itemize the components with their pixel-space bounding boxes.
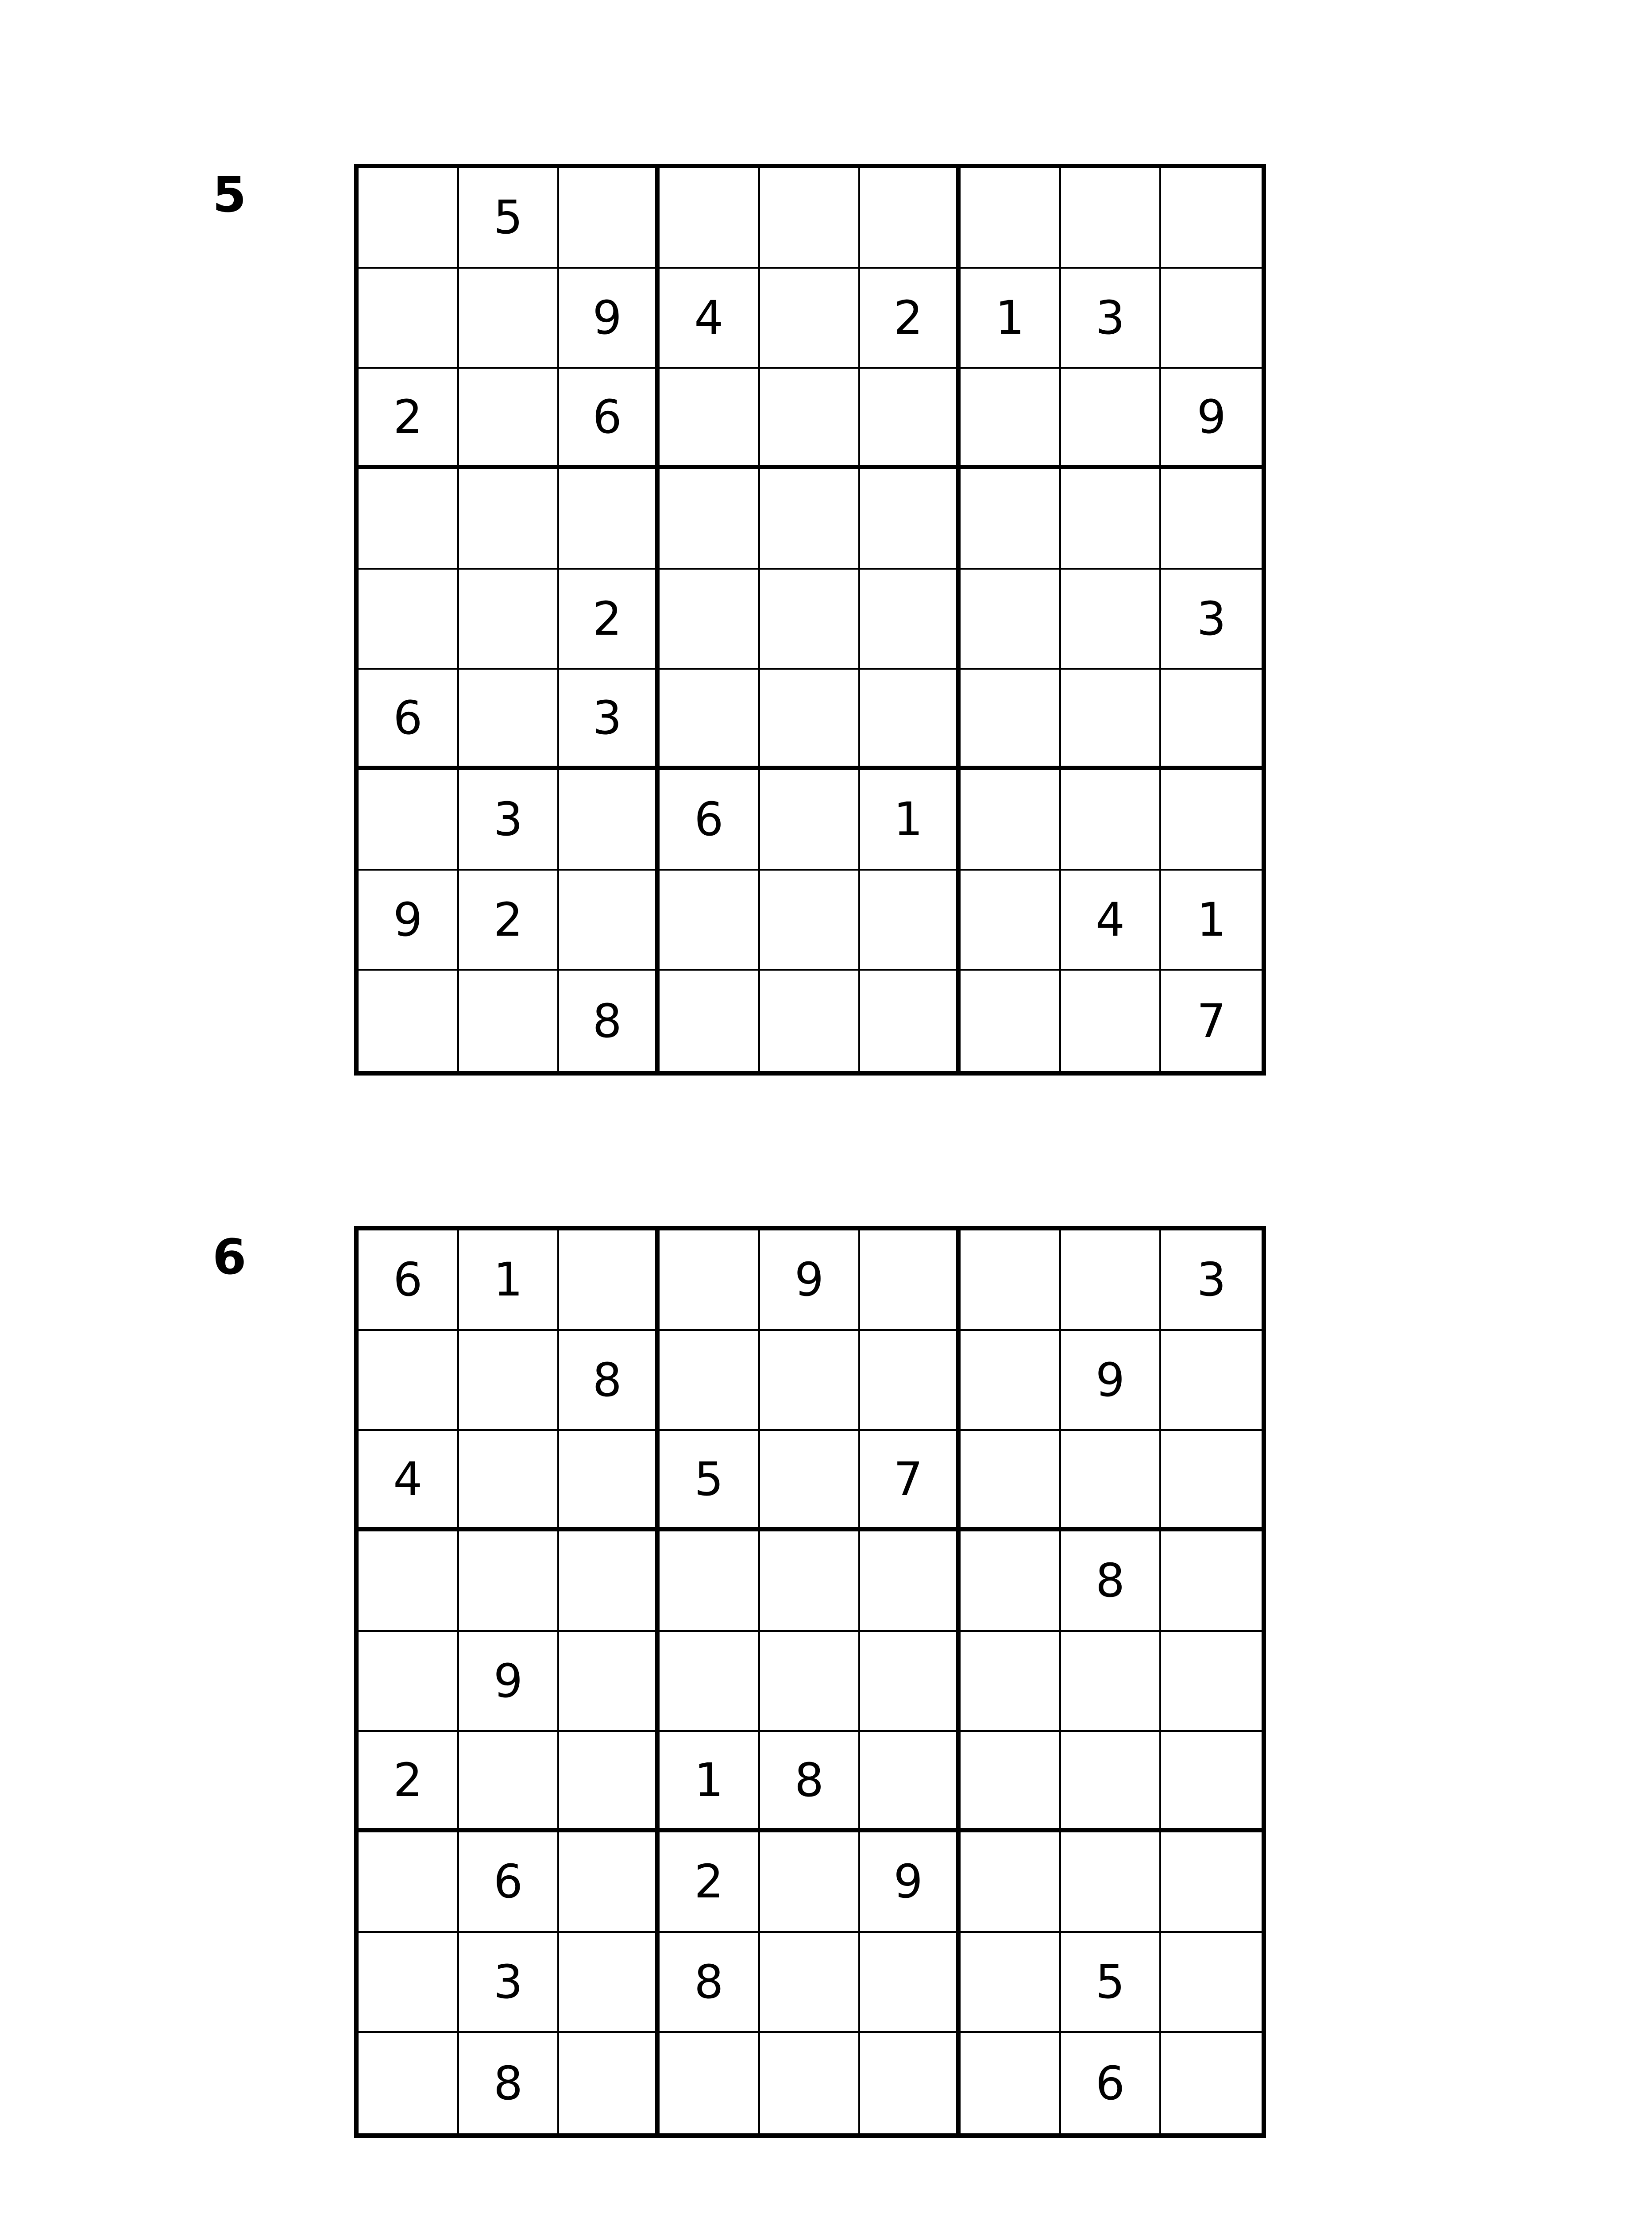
sudoku-cell[interactable]: 5 [1061, 1933, 1162, 2033]
sudoku-cell[interactable] [760, 770, 861, 871]
sudoku-cell[interactable] [1161, 168, 1262, 269]
sudoku-cell[interactable] [459, 269, 560, 369]
sudoku-cell[interactable] [559, 1230, 660, 1331]
sudoku-cell[interactable] [359, 168, 459, 269]
sudoku-cell[interactable] [1161, 1832, 1262, 1933]
sudoku-cell[interactable] [961, 1331, 1061, 1431]
sudoku-cell[interactable] [860, 369, 961, 469]
sudoku-cell[interactable] [1061, 570, 1162, 670]
sudoku-cell[interactable] [760, 269, 861, 369]
sudoku-cell[interactable] [1061, 1732, 1162, 1832]
sudoku-cell[interactable]: 8 [459, 2033, 560, 2133]
sudoku-cell[interactable] [961, 770, 1061, 871]
sudoku-cell[interactable] [1161, 2033, 1262, 2133]
sudoku-cell[interactable]: 2 [359, 369, 459, 469]
sudoku-cell[interactable] [860, 670, 961, 770]
sudoku-cell[interactable] [359, 269, 459, 369]
sudoku-cell[interactable] [961, 1230, 1061, 1331]
sudoku-cell[interactable] [760, 1331, 861, 1431]
sudoku-cell[interactable] [559, 2033, 660, 2133]
sudoku-cell[interactable] [660, 168, 760, 269]
sudoku-cell[interactable] [459, 971, 560, 1071]
sudoku-cell[interactable] [1061, 1230, 1162, 1331]
sudoku-cell[interactable]: 2 [359, 1732, 459, 1832]
sudoku-cell[interactable]: 4 [1061, 871, 1162, 971]
sudoku-grid-5 [354, 164, 1266, 1076]
sudoku-cell[interactable] [660, 670, 760, 770]
sudoku-cell[interactable] [1061, 1632, 1162, 1732]
sudoku-cell[interactable]: 6 [1061, 2033, 1162, 2133]
sudoku-cell[interactable] [359, 469, 459, 570]
sudoku-cell[interactable] [559, 1933, 660, 2033]
sudoku-cell[interactable] [1161, 1531, 1262, 1632]
sudoku-cell[interactable] [459, 469, 560, 570]
sudoku-cell[interactable]: 2 [459, 871, 560, 971]
sudoku-cell[interactable] [359, 1531, 459, 1632]
sudoku-cell[interactable]: 4 [660, 269, 760, 369]
sudoku-cell[interactable] [961, 1832, 1061, 1933]
sudoku-cell[interactable] [961, 1933, 1061, 2033]
sudoku-cell[interactable] [660, 1531, 760, 1632]
sudoku-cell[interactable] [860, 1933, 961, 2033]
sudoku-cell[interactable]: 3 [459, 1933, 560, 2033]
sudoku-cell[interactable] [860, 871, 961, 971]
sudoku-cell[interactable] [961, 570, 1061, 670]
sudoku-cell[interactable]: 5 [459, 168, 560, 269]
sudoku-cell[interactable] [860, 1732, 961, 1832]
sudoku-cell[interactable] [860, 1331, 961, 1431]
sudoku-cell[interactable]: 3 [559, 670, 660, 770]
sudoku-cell[interactable] [1061, 469, 1162, 570]
sudoku-cell[interactable] [1061, 168, 1162, 269]
sudoku-cell[interactable]: 7 [860, 1431, 961, 1531]
sudoku-cell[interactable] [459, 670, 560, 770]
sudoku-cell[interactable] [1161, 1632, 1262, 1732]
sudoku-cell[interactable]: 3 [1161, 1230, 1262, 1331]
sudoku-cell[interactable] [1161, 1933, 1262, 2033]
sudoku-cell[interactable] [660, 1230, 760, 1331]
sudoku-cell[interactable]: 7 [1197, 994, 1226, 1048]
sudoku-cell[interactable] [459, 1331, 560, 1431]
sudoku-cell[interactable] [459, 369, 560, 469]
sudoku-cell[interactable] [660, 2033, 760, 2133]
sudoku-cell[interactable] [961, 2033, 1061, 2133]
sudoku-cell[interactable]: 1 [860, 770, 961, 871]
sudoku-cell[interactable] [760, 871, 861, 971]
sudoku-cell[interactable]: 8 [760, 1732, 861, 1832]
sudoku-cell[interactable] [459, 1732, 560, 1832]
sudoku-cell[interactable] [559, 871, 660, 971]
sudoku-cell[interactable] [1061, 369, 1162, 469]
sudoku-cell[interactable] [660, 570, 760, 670]
sudoku-cell[interactable] [961, 168, 1061, 269]
sudoku-cell[interactable]: 9 [459, 1632, 560, 1732]
sudoku-cell[interactable] [860, 971, 961, 1071]
sudoku-cell[interactable]: 2 [860, 269, 961, 369]
sudoku-cell[interactable] [660, 369, 760, 469]
sudoku-cell[interactable] [961, 871, 1061, 971]
sudoku-cell[interactable] [559, 1732, 660, 1832]
sudoku-cell[interactable] [359, 1632, 459, 1732]
sudoku-cell[interactable] [1161, 1331, 1262, 1431]
sudoku-cell[interactable] [359, 770, 459, 871]
sudoku-cell[interactable] [660, 1331, 760, 1431]
sudoku-cell[interactable] [760, 670, 861, 770]
sudoku-cell[interactable]: 2 [559, 570, 660, 670]
sudoku-cell[interactable] [760, 168, 861, 269]
sudoku-cell[interactable]: 5 [660, 1431, 760, 1531]
sudoku-cell[interactable] [359, 2033, 459, 2133]
sudoku-cell[interactable]: 9 [1061, 1331, 1162, 1431]
sudoku-cell[interactable]: 1 [660, 1732, 760, 1832]
sudoku-cell[interactable] [559, 1531, 660, 1632]
sudoku-cell[interactable] [459, 1531, 560, 1632]
sudoku-cell[interactable] [559, 1632, 660, 1732]
sudoku-cell[interactable] [1161, 670, 1262, 770]
sudoku-cell[interactable] [359, 1832, 459, 1933]
sudoku-cell[interactable] [1061, 971, 1162, 1071]
sudoku-cell[interactable] [1161, 770, 1262, 871]
sudoku-cell[interactable] [359, 570, 459, 670]
sudoku-cell[interactable] [559, 1431, 660, 1531]
sudoku-cell[interactable] [760, 570, 861, 670]
sudoku-cell[interactable]: 6 [359, 670, 459, 770]
sudoku-cell[interactable]: 9 [760, 1230, 861, 1331]
sudoku-cell[interactable] [1161, 269, 1262, 369]
sudoku-cell[interactable]: 1 [961, 269, 1061, 369]
sudoku-cell[interactable]: 3 [1061, 269, 1162, 369]
sudoku-cell[interactable]: 9 [860, 1832, 961, 1933]
sudoku-cell[interactable] [1161, 469, 1262, 570]
sudoku-cell[interactable] [1061, 1431, 1162, 1531]
sudoku-cell[interactable]: 1 [459, 1230, 560, 1331]
sudoku-cell[interactable] [860, 469, 961, 570]
sudoku-cell[interactable] [760, 1832, 861, 1933]
sudoku-cell[interactable] [1161, 1431, 1262, 1531]
sudoku-cell[interactable] [1061, 670, 1162, 770]
puzzle-number-5: 5 [212, 166, 247, 223]
sudoku-cell[interactable]: 6 [459, 1832, 560, 1933]
sudoku-cell[interactable]: 8 [559, 1331, 660, 1431]
sudoku-cell[interactable] [760, 1933, 861, 2033]
sudoku-cell[interactable]: 8 [559, 971, 660, 1071]
sudoku-cell[interactable]: 3 [459, 770, 560, 871]
sudoku-cell[interactable] [760, 469, 861, 570]
sudoku-grid-6 [354, 1226, 1266, 2138]
sudoku-cell[interactable] [1061, 770, 1162, 871]
sudoku-cell[interactable] [760, 1431, 861, 1531]
sudoku-cell[interactable] [459, 570, 560, 670]
sudoku-cell[interactable] [1161, 1732, 1262, 1832]
sudoku-cell[interactable] [559, 469, 660, 570]
sudoku-cell[interactable] [860, 570, 961, 670]
sudoku-cell[interactable] [760, 1531, 861, 1632]
sudoku-cell[interactable]: 9 [1161, 369, 1262, 469]
sudoku-cell[interactable] [961, 971, 1061, 1071]
sudoku-cell[interactable] [961, 469, 1061, 570]
sudoku-cell[interactable] [860, 1230, 961, 1331]
sudoku-cell[interactable]: 6 [559, 369, 660, 469]
sudoku-cell[interactable] [760, 1632, 861, 1732]
sudoku-cell[interactable] [760, 2033, 861, 2133]
sudoku-cell[interactable] [459, 1431, 560, 1531]
sudoku-cell[interactable] [660, 469, 760, 570]
sudoku-cell[interactable]: 9 [359, 871, 459, 971]
sudoku-cell[interactable] [961, 1632, 1061, 1732]
sudoku-cell[interactable] [559, 1832, 660, 1933]
sudoku-cell[interactable] [961, 670, 1061, 770]
sudoku-cell[interactable]: 2 [660, 1832, 760, 1933]
sudoku-cell[interactable] [860, 1531, 961, 1632]
sudoku-cell[interactable]: 6 [660, 770, 760, 871]
sudoku-cell[interactable] [559, 770, 660, 871]
sudoku-cell[interactable]: 8 [1061, 1531, 1162, 1632]
sudoku-cell[interactable] [660, 871, 760, 971]
sudoku-cell[interactable]: 9 [559, 269, 660, 369]
sudoku-cell[interactable] [961, 1531, 1061, 1632]
sudoku-cell[interactable] [760, 369, 861, 469]
sudoku-cell[interactable] [961, 1431, 1061, 1531]
sudoku-cell[interactable] [961, 1732, 1061, 1832]
sudoku-cell[interactable] [860, 1632, 961, 1732]
sudoku-cell[interactable] [660, 971, 760, 1071]
sudoku-cell[interactable] [961, 369, 1061, 469]
sudoku-cell[interactable] [860, 2033, 961, 2133]
sudoku-cell[interactable]: 1 [1161, 871, 1262, 971]
puzzle-number-6: 6 [212, 1229, 247, 1285]
sudoku-cell[interactable]: 4 [359, 1431, 459, 1531]
sudoku-cell[interactable] [359, 1331, 459, 1431]
sudoku-cell[interactable] [359, 971, 459, 1071]
sudoku-cell[interactable]: 6 [359, 1230, 459, 1331]
sudoku-cell[interactable] [559, 168, 660, 269]
sudoku-cell[interactable] [1061, 1832, 1162, 1933]
sudoku-cell[interactable]: 3 [1161, 570, 1262, 670]
sudoku-cell[interactable] [760, 971, 861, 1071]
sudoku-cell[interactable] [660, 1632, 760, 1732]
sudoku-cell[interactable] [359, 1933, 459, 2033]
sudoku-cell[interactable] [860, 168, 961, 269]
sudoku-cell[interactable]: 8 [660, 1933, 760, 2033]
